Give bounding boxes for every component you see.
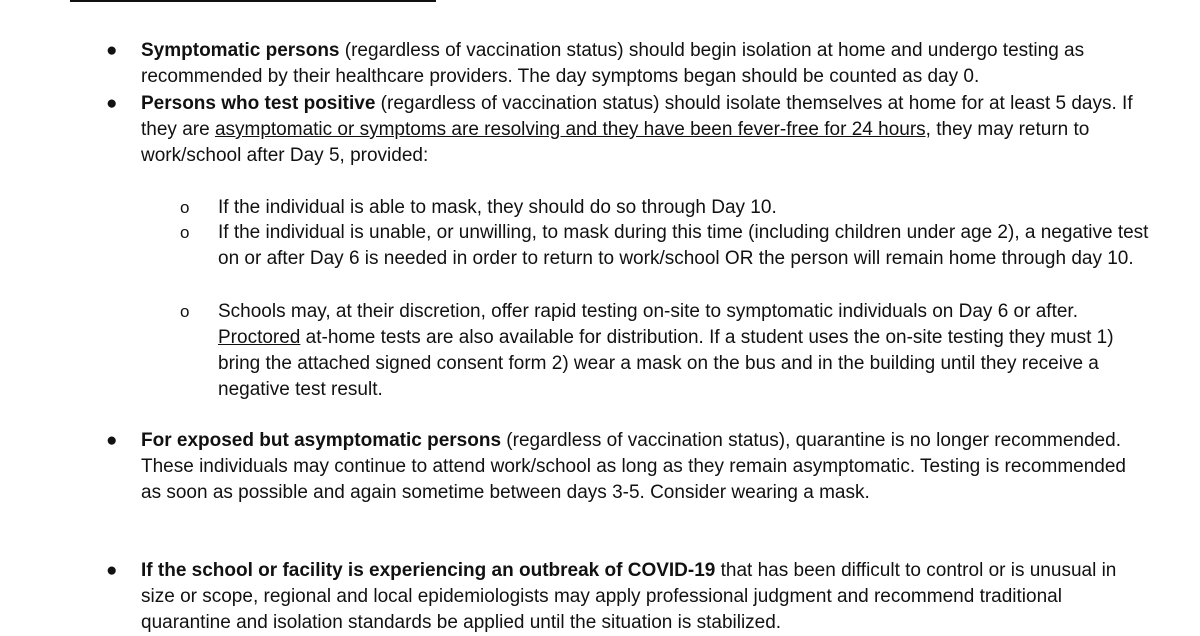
bullet-marker: ● [106, 430, 118, 451]
outbreak-heading: If the school or facility is experiencing an outbreak of COVID-19 [141, 560, 716, 581]
school-testing-text-b: at-home tests are also available for distribution. If a student uses the on-site testing they must 1) bring the attached signed consent form 2) wear a mask on the bus and in the building until they receive a negative test result. [218, 327, 1114, 400]
sub-bullet-marker: o [180, 198, 190, 217]
exposed-persons-text: (regardless of vaccination status), quarantine is no longer recommended. These individuals may continue to attend work/school as long as they remain asymptomatic. Testing is recommended as soon as possible and again sometime between days 3-5. Consider wearing a mask. [141, 430, 1126, 503]
bullet-marker: ● [106, 40, 118, 61]
outbreak-paragraph [141, 558, 1141, 636]
proctored-term: Proctored [218, 327, 301, 348]
test-positive-heading: Persons who test positive [141, 93, 376, 114]
bullet-marker: ● [106, 93, 118, 114]
symptomatic-persons-paragraph [141, 38, 1141, 90]
heading-underline-fragment [70, 0, 436, 2]
exposed-persons-heading: For exposed but asymptomatic persons [141, 430, 502, 451]
test-positive-paragraph [141, 91, 1141, 169]
test-positive-underlined-condition: asymptomatic or symptoms are resolving and they have been fever-free for 24 hours, [214, 119, 931, 140]
symptomatic-persons-text: (regardless of vaccination status) should begin isolation at home and undergo testing as recommended by their healthcare providers. The day symptoms began should be counted as day 0. [141, 40, 1085, 87]
sub-item-school-testing [218, 299, 1158, 403]
sub-item-unable-to-mask: If the individual is unable, or unwilling, to mask during this time (including children under age 2), a negative test on or after Day 6 is needed in order to return to work/school OR the person will remain home through day 10. [218, 222, 1149, 269]
sub-bullet-marker: o [180, 223, 190, 242]
test-positive-text-a: (regardless of vaccination status) should isolate themselves at home for at least 5 days. If they are [141, 93, 1133, 140]
test-positive-text-b: they may return to work/school after Day 5, provided: [141, 119, 1090, 166]
sub-bullet-marker: o [180, 302, 190, 321]
outbreak-text: that has been difficult to control or is unusual in size or scope, regional and local epidemiologists may apply professional judgment and recommend traditional quarantine and isolation standards be applied until the situation is stabilized. [141, 560, 1117, 633]
exposed-persons-paragraph [141, 428, 1141, 506]
school-testing-text-a: Schools may, at their discretion, offer rapid testing on-site to symptomatic individuals on Day 6 or after. [218, 301, 1078, 322]
symptomatic-persons-heading: Symptomatic persons [141, 40, 340, 61]
sub-item-mask: If the individual is able to mask, they should do so through Day 10. [218, 197, 777, 218]
bullet-marker: ● [106, 560, 118, 581]
